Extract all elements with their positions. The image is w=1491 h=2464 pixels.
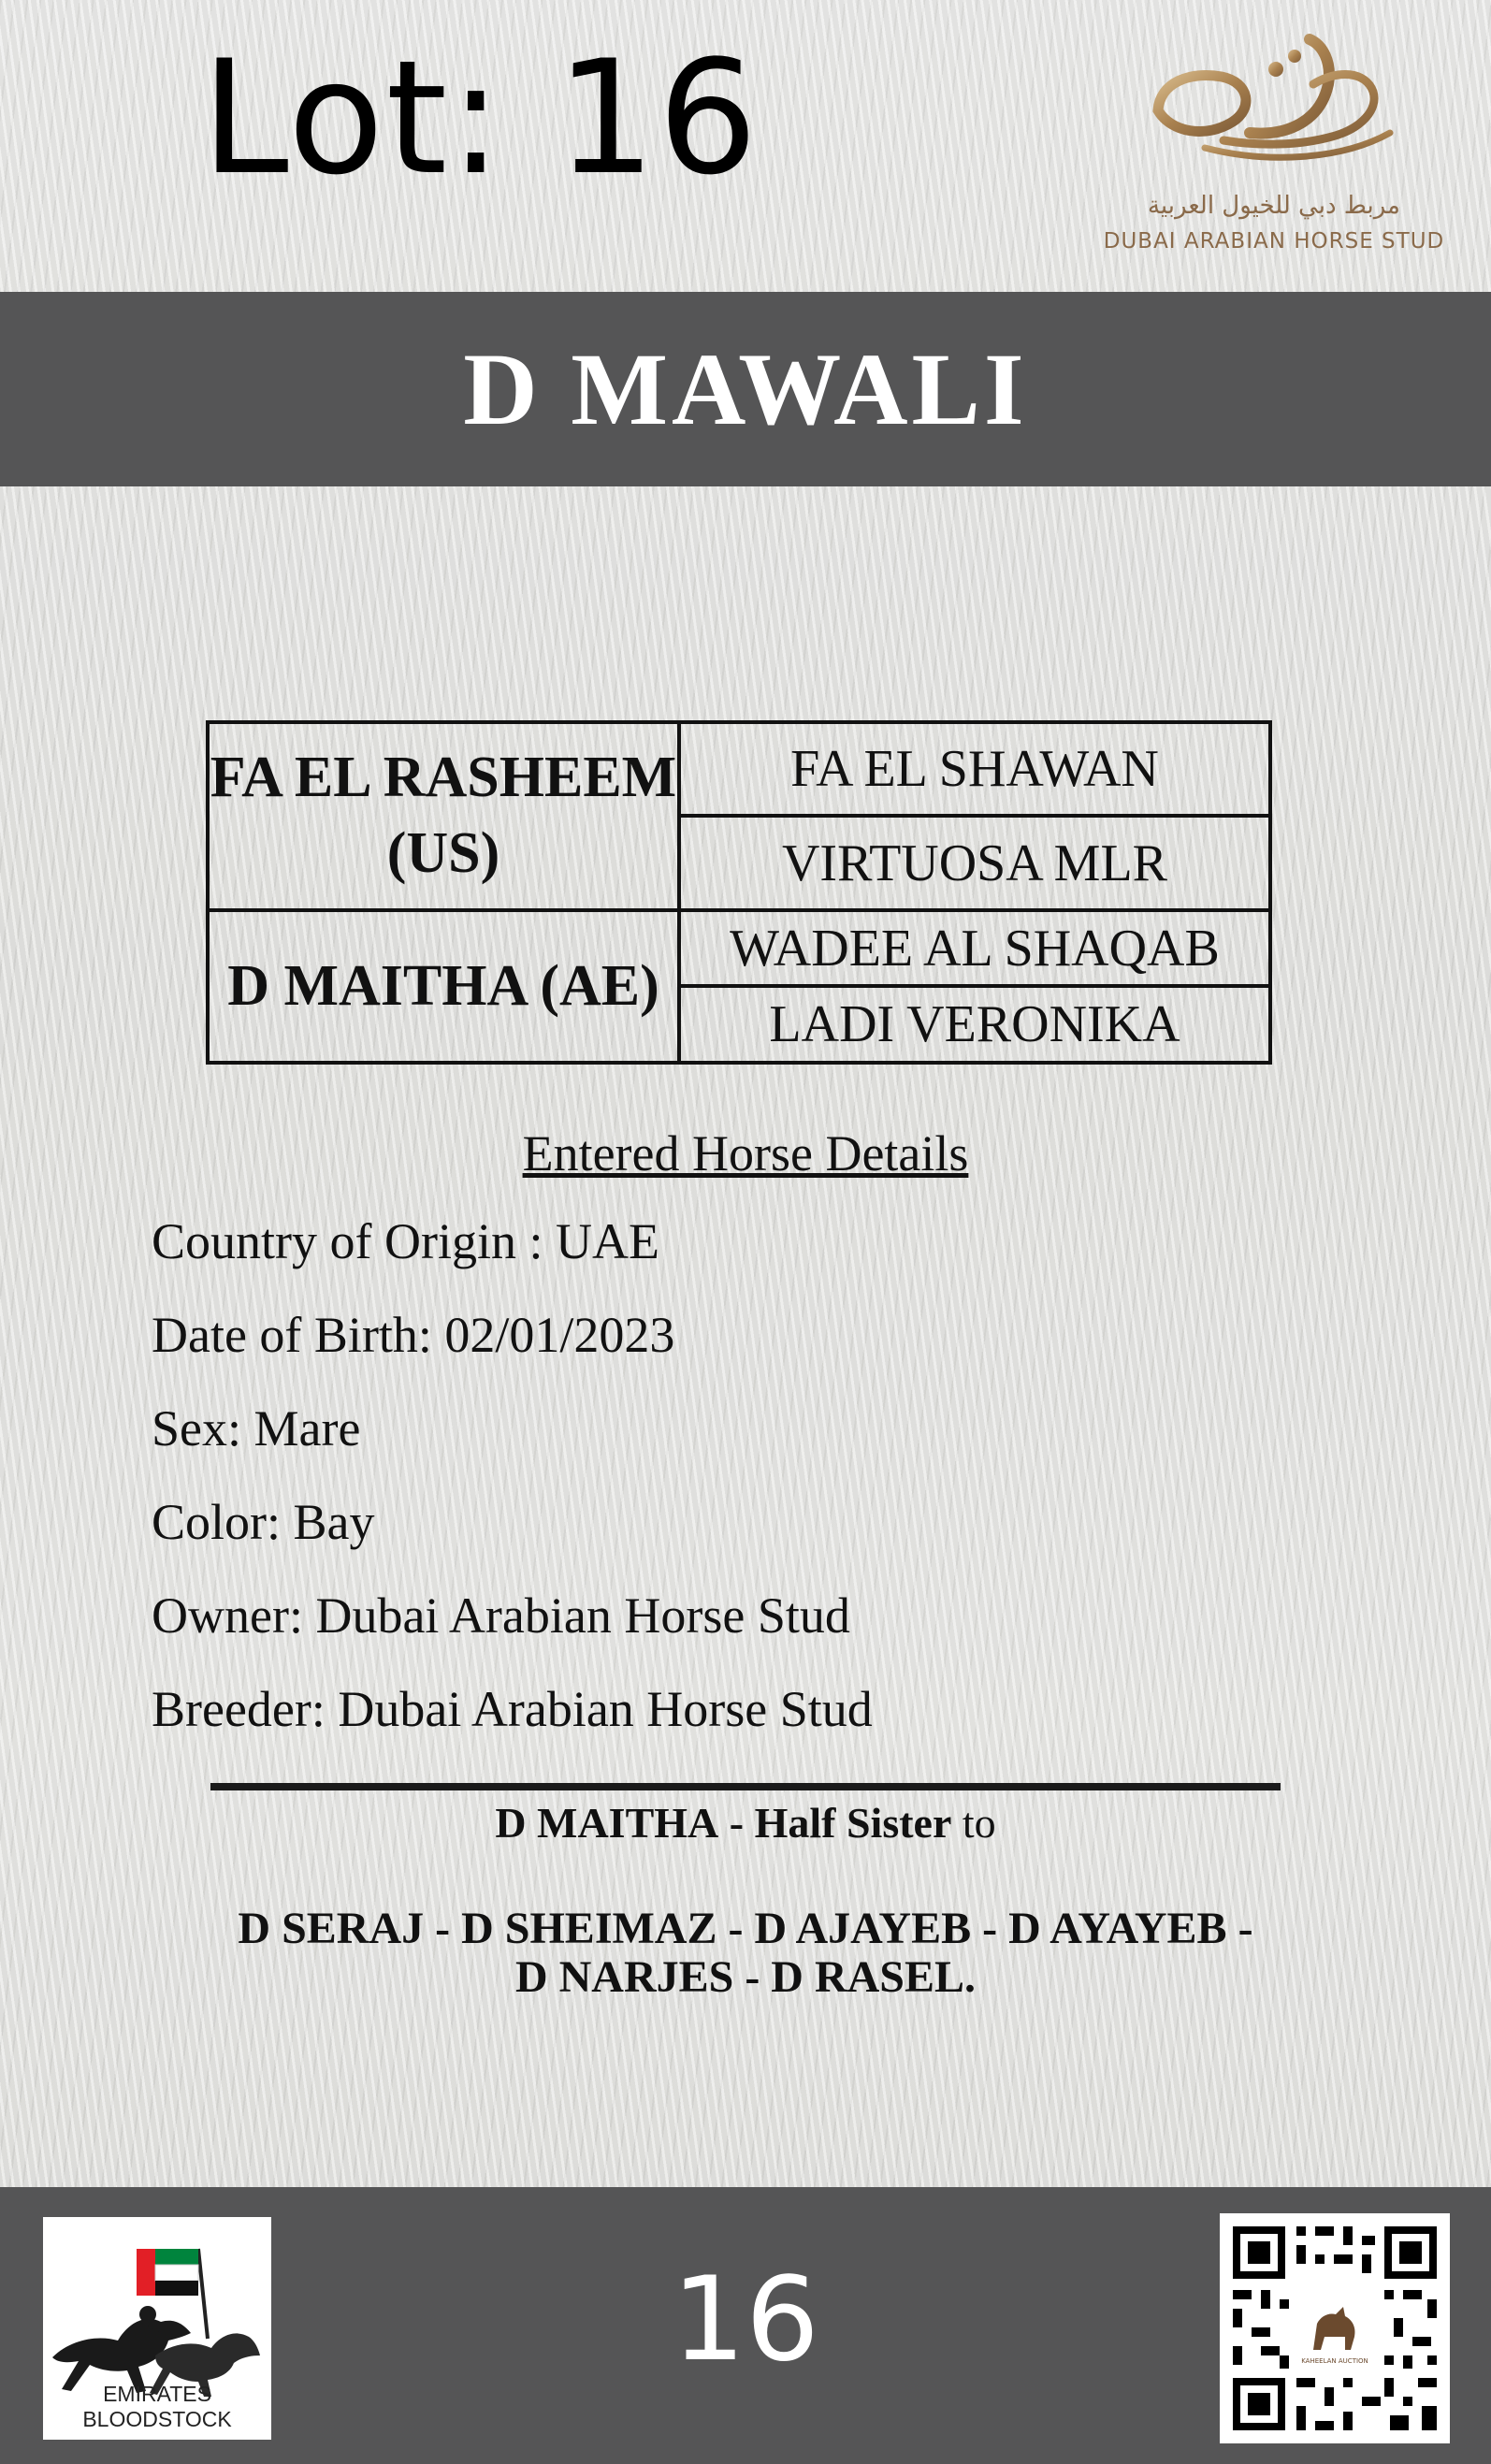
dam-name: D MAITHA	[495, 1799, 719, 1847]
detail-sex: Sex: Mare	[152, 1400, 361, 1457]
horse-name: D MAWALI	[463, 331, 1028, 446]
detail-dob: Date of Birth: 02/01/2023	[152, 1307, 675, 1363]
calligraphy-emblem-icon	[1093, 28, 1455, 187]
details-heading: Entered Horse Details	[522, 1125, 969, 1181]
pedigree-dam-dam: LADI VERONIKA	[679, 986, 1270, 1063]
pedigree-table	[206, 720, 1272, 1065]
qr-code-icon	[1220, 2213, 1450, 2443]
footer-band	[0, 2187, 1491, 2464]
relation-label: - Half Sister	[729, 1799, 952, 1847]
detail-country: Country of Origin : UAE	[152, 1213, 659, 1269]
detail-color: Color: Bay	[152, 1494, 375, 1550]
siblings-list: D SERAJ - D SHEIMAZ - D AJAYEB - D AYAYEB - D NARJES - D RASEL.	[238, 1904, 1253, 2002]
emirates-logo-text: EMIRATES BLOODSTOCK	[82, 2382, 232, 2431]
divider-rule	[210, 1783, 1281, 1790]
pedigree-dam: D MAITHA (AE)	[208, 910, 679, 1063]
logo-arabic-text: مربط دبي للخيول العربية	[1147, 192, 1400, 220]
horse-name-band	[0, 292, 1491, 486]
qr-code	[1220, 2213, 1450, 2443]
half-sister-line	[0, 1798, 1491, 1848]
stud-logo	[1093, 28, 1455, 262]
detail-owner: Owner: Dubai Arabian Horse Stud	[152, 1587, 850, 1644]
pedigree-sire: FA EL RASHEEM (US)	[208, 722, 679, 910]
pedigree-row-dam	[208, 910, 1270, 987]
footer-lot-number: 16	[672, 2253, 819, 2387]
logo-english-text: DUBAI ARABIAN HORSE STUD	[1103, 229, 1445, 254]
qr-logo-text: KAHEELAN AUCTION	[1301, 2357, 1368, 2365]
relation-suffix: to	[962, 1799, 996, 1847]
lot-title: Lot: 16	[201, 26, 760, 210]
pedigree-dam-sire: WADEE AL SHAQAB	[679, 910, 1270, 987]
pedigree-sire-dam: VIRTUOSA MLR	[679, 816, 1270, 909]
pedigree-row-sire	[208, 722, 1270, 816]
detail-breeder: Breeder: Dubai Arabian Horse Stud	[152, 1681, 873, 1737]
pedigree-sire-sire: FA EL SHAWAN	[679, 722, 1270, 816]
